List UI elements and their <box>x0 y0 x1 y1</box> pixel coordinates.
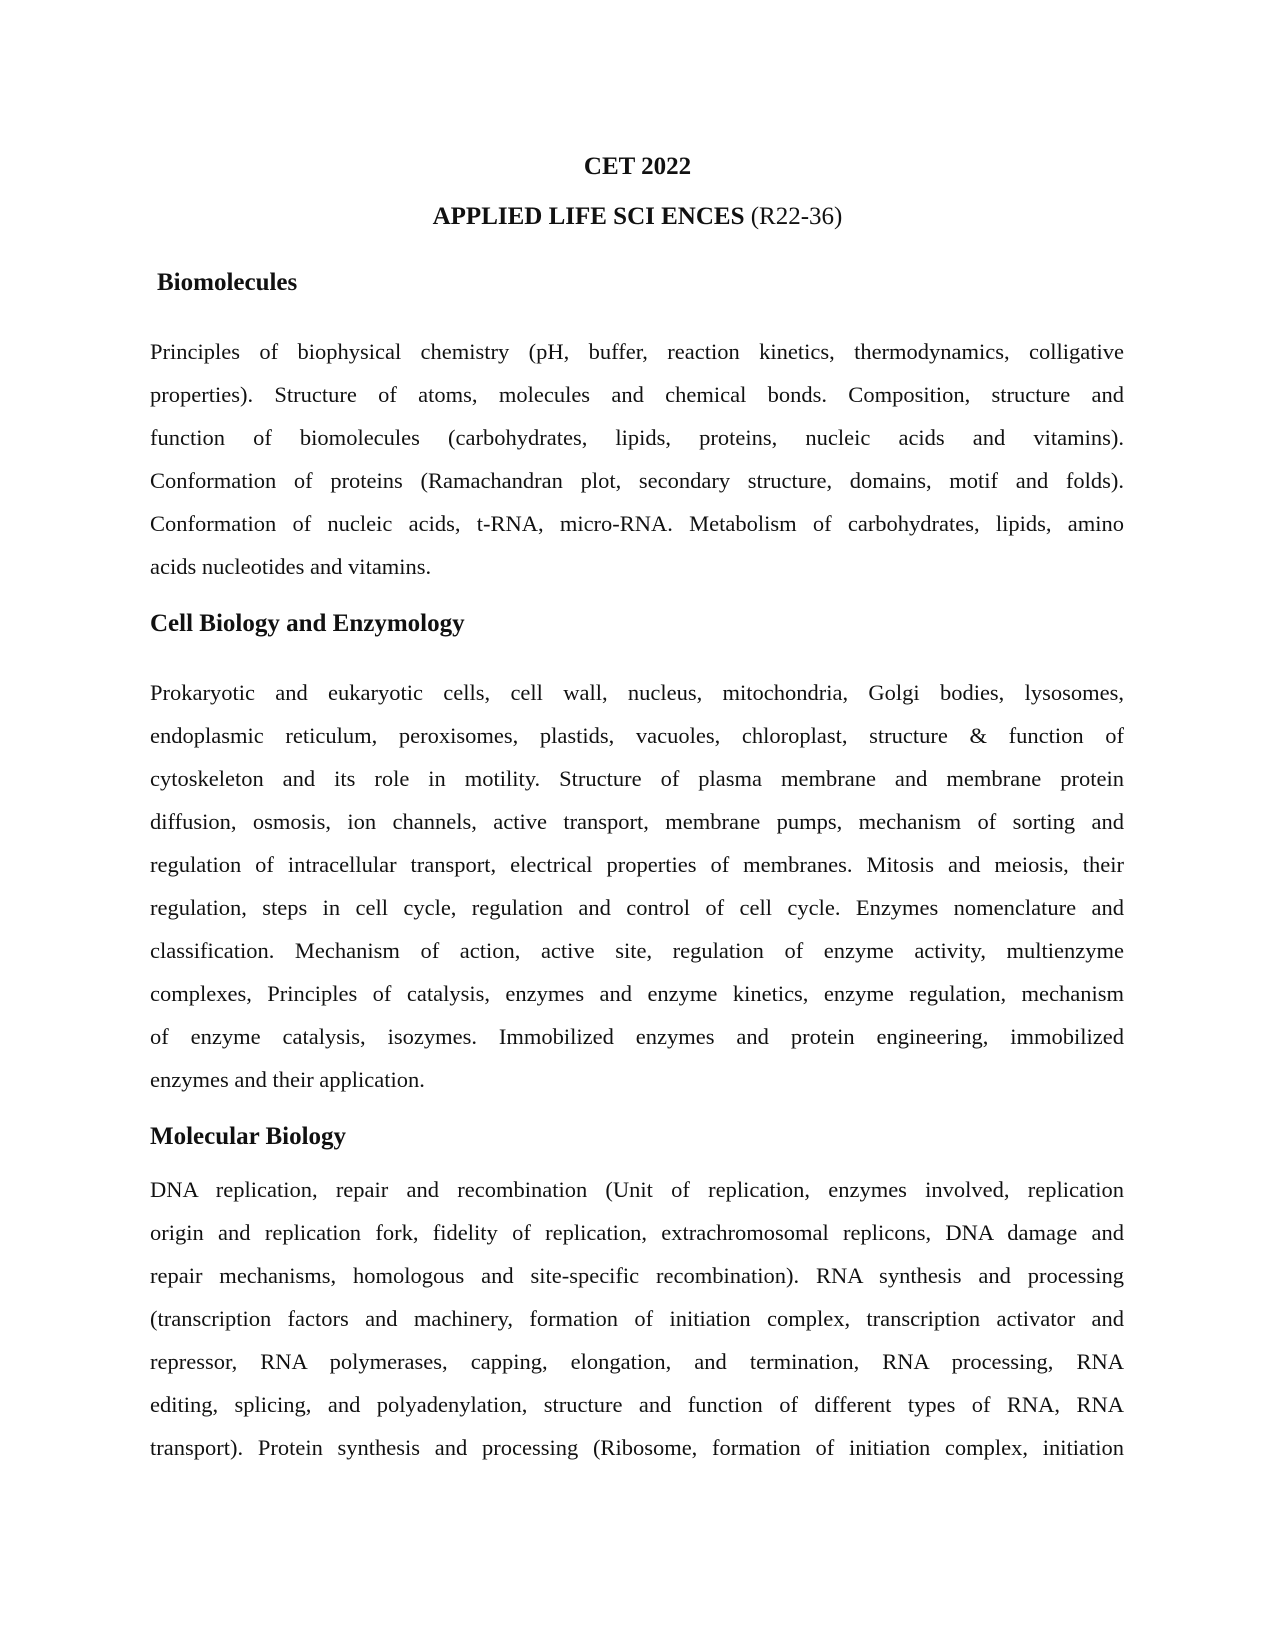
text-line: classification. Mechanism of action, active site, regulation of enzyme activity, multienzyme <box>150 938 1124 963</box>
section-heading-molecular-biology: Molecular Biology <box>150 1123 347 1150</box>
section-text-biomolecules <box>150 330 1124 588</box>
text-line: DNA replication, repair and recombination (Unit of replication, enzymes involved, replication <box>150 1177 1124 1202</box>
text-line: Conformation of nucleic acids, t-RNA, micro-RNA. Metabolism of carbohydrates, lipids, amino <box>150 511 1124 536</box>
text-line: regulation of intracellular transport, electrical properties of membranes. Mitosis and meiosis, their <box>150 852 1124 877</box>
text-line: properties). Structure of atoms, molecules and chemical bonds. Composition, structure and <box>150 382 1124 407</box>
page-title: CET 2022 <box>583 153 692 180</box>
section-heading-biomolecules: Biomolecules <box>157 269 298 296</box>
subject-code: (R22-36) <box>750 203 843 230</box>
text-line: diffusion, osmosis, ion channels, active transport, membrane pumps, mechanism of sorting and <box>150 809 1124 834</box>
text-line: cytoskeleton and its role in motility. Structure of plasma membrane and membrane protein <box>150 766 1124 791</box>
text-line: function of biomolecules (carbohydrates, lipids, proteins, nucleic acids and vitamins). <box>150 425 1124 450</box>
text-line: complexes, Principles of catalysis, enzymes and enzyme kinetics, enzyme regulation, mechanism <box>150 981 1124 1006</box>
text-line: regulation, steps in cell cycle, regulation and control of cell cycle. Enzymes nomenclature and <box>150 895 1124 920</box>
text-line: enzymes and their application. <box>150 1067 425 1092</box>
section-heading-cell-biology: Cell Biology and Enzymology <box>150 610 465 637</box>
text-line: transport). Protein synthesis and processing (Ribosome, formation of initiation complex, initiation <box>150 1435 1124 1460</box>
text-line: repair mechanisms, homologous and site-specific recombination). RNA synthesis and processing <box>150 1263 1124 1288</box>
text-line: of enzyme catalysis, isozymes. Immobilized enzymes and protein engineering, immobilized <box>150 1024 1124 1049</box>
section-text-cell-biology <box>150 671 1124 1101</box>
subject-name: APPLIED LIFE SCI ENCES <box>432 203 745 230</box>
page-subtitle <box>0 202 1275 232</box>
text-line: Principles of biophysical chemistry (pH, buffer, reaction kinetics, thermodynamics, colligative <box>150 339 1124 364</box>
text-line: repressor, RNA polymerases, capping, elongation, and termination, RNA processing, RNA <box>150 1349 1124 1374</box>
text-line: origin and replication fork, fidelity of replication, extrachromosomal replicons, DNA damage and <box>150 1220 1124 1245</box>
text-line: Prokaryotic and eukaryotic cells, cell wall, nucleus, mitochondria, Golgi bodies, lysosomes, <box>150 680 1124 705</box>
text-line: endoplasmic reticulum, peroxisomes, plastids, vacuoles, chloroplast, structure & function of <box>150 723 1124 748</box>
text-line: acids nucleotides and vitamins. <box>150 554 432 579</box>
section-text-molecular-biology <box>150 1168 1124 1469</box>
text-line: editing, splicing, and polyadenylation, structure and function of different types of RNA, RNA <box>150 1392 1124 1417</box>
text-line: Conformation of proteins (Ramachandran plot, secondary structure, domains, motif and folds). <box>150 468 1124 493</box>
text-line: (transcription factors and machinery, formation of initiation complex, transcription activator and <box>150 1306 1124 1331</box>
